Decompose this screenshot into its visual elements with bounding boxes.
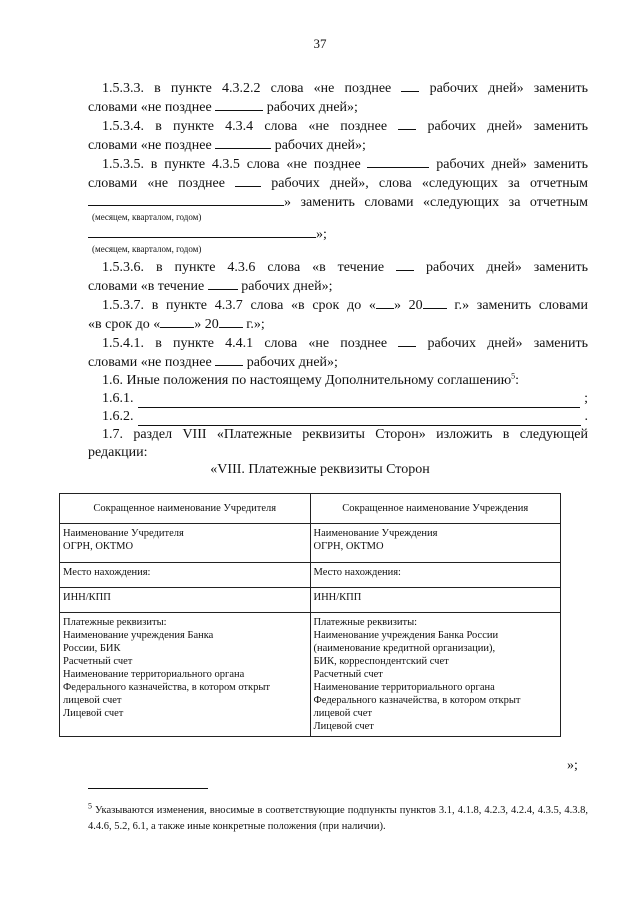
table-row [60,524,561,563]
item-1-5-4-1: 1.5.4.1. в пункте 4.4.1 слова «не позднее рабочих дней» заменить [102,336,589,351]
table-row [60,588,561,613]
footnote-divider [88,788,208,789]
founder-inn-cell: ИНН/КПП [60,588,311,613]
header-institution: Сокращенное наименование Учреждения [310,494,561,524]
item-1-7: 1.7. раздел VIII «Платежные реквизиты Сторон» изложить в следующей [102,427,588,442]
item-1-5-3-5-line: » заменить словами «следующих за отчетным [88,193,588,212]
footnote-mark: 5 [88,801,92,811]
item-1-5-3-6-cont: словами «в течение рабочих дней»; [88,279,333,294]
item-1-5-3-3-cont: словами «не позднее рабочих дней»; [88,100,358,115]
header-founder: Сокращенное наименование Учредителя [60,494,311,524]
item-1-6: 1.6. Иные положения по настоящему Дополнительному соглашению$^5$: [102,371,520,388]
payment-details-table [59,493,561,737]
item-1-5-3-5-cont: словами «не позднее рабочих дней», слова «следующих за отчетным [88,176,589,191]
footnote [88,803,588,835]
closing-quote: »; [567,758,578,773]
item-1-5-3-4-cont: словами «не позднее рабочих дней»; [88,138,366,153]
founder-payment-cell: Платежные реквизиты: Наименование учреждения Банка России, БИК Расчетный счет Наименование территориального органа Федерального казначейства, в котором открыт лицевой счет Лицевой счет [60,613,311,737]
institution-address-cell: Место нахождения: [310,563,561,588]
item-1-6-1: 1.6.1. ; [102,391,588,406]
table-row [60,563,561,588]
page-number: 37 [313,36,327,51]
section-title: «VIII. Платежные реквизиты Сторон [210,462,430,477]
period-note: (месяцем, кварталом, годом) [92,244,202,254]
item-1-5-3-7: 1.5.3.7. в пункте 4.3.7 слова «в срок до « » 20 г.» заменить словами [102,298,589,313]
item-1-5-4-1-cont: словами «не позднее рабочих дней»; [88,355,338,370]
item-1-5-3-3: 1.5.3.3. в пункте 4.3.2.2 слова «не позднее рабочих дней» заменить [102,81,589,96]
item-1-5-3-6: 1.5.3.6. в пункте 4.3.6 слова «в течение рабочих дней» заменить [102,260,589,275]
founder-name-cell: Наименование Учредителя ОГРН, ОКТМО [60,524,311,563]
founder-address-cell: Место нахождения: [60,563,311,588]
table-row [60,613,561,737]
period-note: (месяцем, кварталом, годом) [92,212,202,222]
amendment-text [88,79,588,462]
institution-inn-cell: ИНН/КПП [310,588,561,613]
institution-name-cell: Наименование Учреждения ОГРН, ОКТМО [310,524,561,563]
footnote-text: Указываются изменения, вносимые в соответствующие подпункты пунктов 3.1, 4.1.8, 4.2.3, 4.2.4, 4.3.5, 4.3.8, 4.4.6, 5.2, 6.1, а также иные конкретные положения (при наличии). [88,805,589,832]
item-1-5-3-7-cont: «в срок до « » 20 г.»; [88,317,265,332]
item-1-5-3-5-end: »; [88,225,588,244]
table-header-row [60,494,561,524]
item-1-5-3-4: 1.5.3.4. в пункте 4.3.4 слова «не позднее рабочих дней» заменить [102,119,589,134]
institution-payment-cell: Платежные реквизиты: Наименование учреждения Банка России (наименование кредитной организации), БИК, корреспондентский счет Расчетный счет Наименование территориального органа Федерального казначейства, в котором открыт лицевой счет Лицевой счет [310,613,561,737]
item-1-5-3-5: 1.5.3.5. в пункте 4.3.5 слова «не позднее рабочих дней» заменить [102,157,589,172]
item-1-7-cont: редакции: [88,445,148,460]
item-1-6-2: 1.6.2. . [102,409,588,424]
